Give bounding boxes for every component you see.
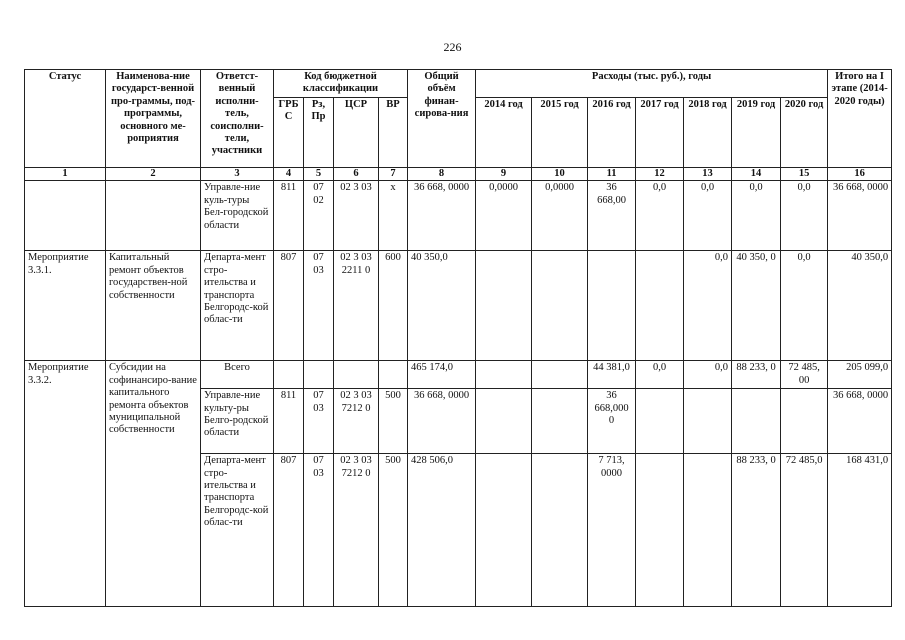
stage-total-cell: 205 099,0	[828, 361, 892, 389]
y2020-cell: 0,0	[781, 251, 828, 361]
col-number: 8	[408, 168, 476, 181]
y2017-cell: 0,0	[636, 361, 684, 389]
stage-total-cell: 168 431,0	[828, 454, 892, 607]
rzpr-cell: 07 02	[304, 181, 334, 251]
total-cell: 36 668, 0000	[408, 181, 476, 251]
responsible-cell: Всего	[201, 361, 274, 389]
total-cell: 36 668, 0000	[408, 389, 476, 454]
y2015-cell: 0,0000	[532, 181, 588, 251]
y2014-cell: 0,0000	[476, 181, 532, 251]
name-cell: Субсидии на софинансиро-вание капитального ремонта объектов муниципальной собственности	[106, 361, 201, 607]
status-cell: Мероприятие 3.3.1.	[25, 251, 106, 361]
header-2019: 2019 год	[732, 98, 781, 168]
y2016-cell: 44 381,0	[588, 361, 636, 389]
col-number: 1	[25, 168, 106, 181]
grbs-cell: 807	[274, 454, 304, 607]
header-2020: 2020 год	[781, 98, 828, 168]
header-2014: 2014 год	[476, 98, 532, 168]
col-number: 3	[201, 168, 274, 181]
grbs-cell: 811	[274, 181, 304, 251]
y2020-cell: 72 485,0	[781, 454, 828, 607]
vr-cell	[379, 361, 408, 389]
stage-total-cell: 36 668, 0000	[828, 181, 892, 251]
header-rzpr: Рз, Пр	[304, 98, 334, 168]
y2020-cell	[781, 389, 828, 454]
stage-total-cell: 40 350,0	[828, 251, 892, 361]
y2014-cell	[476, 389, 532, 454]
stage-total-cell: 36 668, 0000	[828, 389, 892, 454]
header-2015: 2015 год	[532, 98, 588, 168]
y2018-cell: 0,0	[684, 361, 732, 389]
vr-cell: х	[379, 181, 408, 251]
y2016-cell: 36 668,00	[588, 181, 636, 251]
y2018-cell: 0,0	[684, 181, 732, 251]
y2019-cell: 88 233, 0	[732, 454, 781, 607]
rzpr-cell: 07 03	[304, 454, 334, 607]
y2020-cell: 0,0	[781, 181, 828, 251]
table-row	[25, 361, 892, 389]
header-budget-code: Код бюджетной классификации	[274, 70, 408, 98]
col-number: 9	[476, 168, 532, 181]
header-vr: ВР	[379, 98, 408, 168]
header-2016: 2016 год	[588, 98, 636, 168]
rzpr-cell	[304, 361, 334, 389]
status-cell: Мероприятие 3.3.2.	[25, 361, 106, 607]
csr-cell	[334, 361, 379, 389]
col-number: 12	[636, 168, 684, 181]
y2019-cell	[732, 389, 781, 454]
header-status: Статус	[25, 70, 106, 168]
y2014-cell	[476, 251, 532, 361]
grbs-cell: 807	[274, 251, 304, 361]
col-number: 14	[732, 168, 781, 181]
budget-table	[24, 69, 892, 607]
vr-cell: 600	[379, 251, 408, 361]
col-number: 16	[828, 168, 892, 181]
status-cell	[25, 181, 106, 251]
y2015-cell	[532, 361, 588, 389]
csr-cell: 02 3 03 7212 0	[334, 454, 379, 607]
y2015-cell	[532, 454, 588, 607]
responsible-cell: Управле-ние куль-туры Бел-городской области	[201, 181, 274, 251]
y2016-cell	[588, 251, 636, 361]
y2019-cell: 88 233, 0	[732, 361, 781, 389]
header-2017: 2017 год	[636, 98, 684, 168]
vr-cell: 500	[379, 389, 408, 454]
responsible-cell: Департа-мент стро-ительства и транспорта Белгородс-кой облас-ти	[201, 251, 274, 361]
grbs-cell: 811	[274, 389, 304, 454]
table-row	[25, 181, 892, 251]
y2017-cell	[636, 251, 684, 361]
col-number: 4	[274, 168, 304, 181]
y2014-cell	[476, 454, 532, 607]
header-grbs: ГРБ С	[274, 98, 304, 168]
header-total: Общий объём финан-сирова-ния	[408, 70, 476, 168]
y2018-cell	[684, 389, 732, 454]
total-cell: 465 174,0	[408, 361, 476, 389]
y2017-cell: 0,0	[636, 181, 684, 251]
col-number: 6	[334, 168, 379, 181]
grbs-cell	[274, 361, 304, 389]
y2017-cell	[636, 454, 684, 607]
name-cell: Капитальный ремонт объектов государствен-ной собственности	[106, 251, 201, 361]
col-number: 11	[588, 168, 636, 181]
rzpr-cell: 07 03	[304, 251, 334, 361]
col-number: 15	[781, 168, 828, 181]
header-responsible: Ответст-венный исполни-тель, соисполни-тели, участники	[201, 70, 274, 168]
y2019-cell: 0,0	[732, 181, 781, 251]
header-2018: 2018 год	[684, 98, 732, 168]
csr-cell: 02 3 03	[334, 181, 379, 251]
col-number: 2	[106, 168, 201, 181]
y2017-cell	[636, 389, 684, 454]
csr-cell: 02 3 03 7212 0	[334, 389, 379, 454]
table-row	[25, 251, 892, 361]
responsible-cell: Департа-мент стро-ительства и транспорта Белгородс-кой облас-ти	[201, 454, 274, 607]
name-cell	[106, 181, 201, 251]
vr-cell: 500	[379, 454, 408, 607]
header-stage-total: Итого на I этапе (2014-2020 годы)	[828, 70, 892, 168]
column-number-row	[25, 168, 892, 181]
col-number: 10	[532, 168, 588, 181]
csr-cell: 02 3 03 2211 0	[334, 251, 379, 361]
header-name: Наименова-ние государст-венной про-граммы, под-программы, основного ме-роприятия	[106, 70, 201, 168]
rzpr-cell: 07 03	[304, 389, 334, 454]
total-cell: 40 350,0	[408, 251, 476, 361]
header-expenses: Расходы (тыс. руб.), годы	[476, 70, 828, 98]
y2016-cell: 7 713, 0000	[588, 454, 636, 607]
total-cell: 428 506,0	[408, 454, 476, 607]
y2018-cell: 0,0	[684, 251, 732, 361]
y2020-cell: 72 485, 00	[781, 361, 828, 389]
col-number: 5	[304, 168, 334, 181]
page-number: 226	[443, 40, 462, 54]
y2018-cell	[684, 454, 732, 607]
y2015-cell	[532, 389, 588, 454]
y2014-cell	[476, 361, 532, 389]
y2019-cell: 40 350, 0	[732, 251, 781, 361]
header-csr: ЦСР	[334, 98, 379, 168]
col-number: 13	[684, 168, 732, 181]
responsible-cell: Управле-ние культу-ры Белго-родской области	[201, 389, 274, 454]
y2016-cell: 36 668,000 0	[588, 389, 636, 454]
y2015-cell	[532, 251, 588, 361]
col-number: 7	[379, 168, 408, 181]
